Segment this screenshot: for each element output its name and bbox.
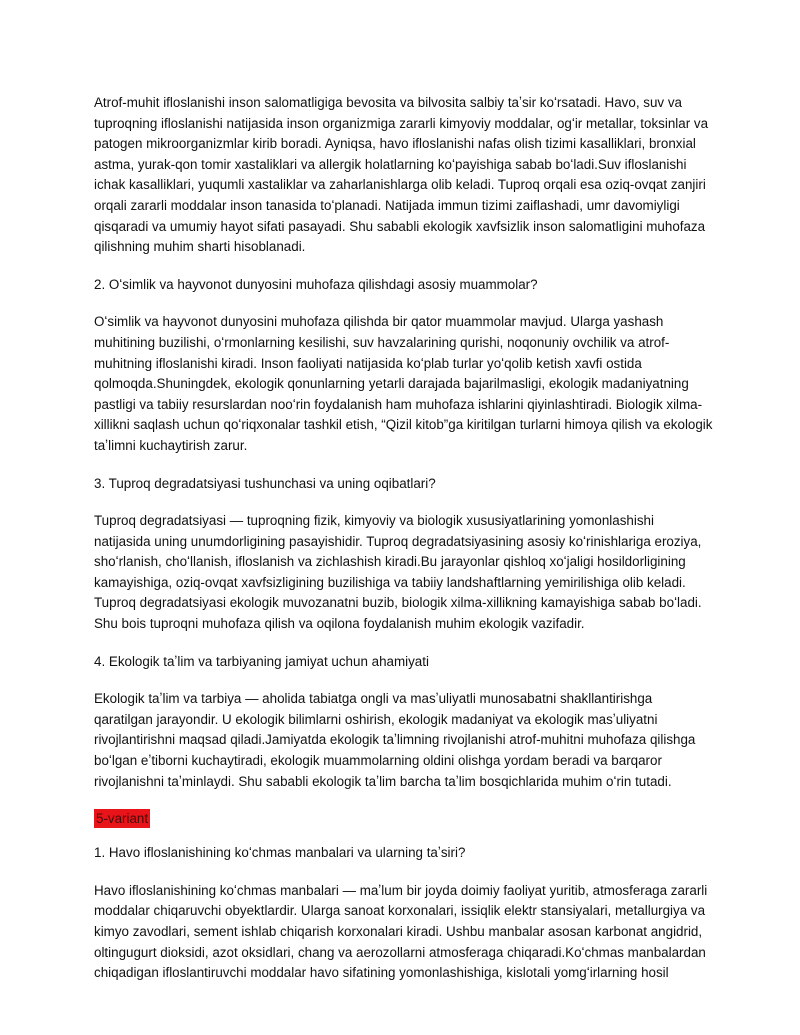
- paragraph-eco-education: Ekologik taʼlim va tarbiya — aholida tabiatga ongli va masʼuliyatli munosabatni shakllantirishga qaratilgan jarayondir. U ekologik bilimlarni oshirish, ekologik madaniyat va ekologik masʼuliyatni rivojlantirishni maqsad qiladi.Jamiyatda ekologik taʼlimning rivojlanishi atrof-muhitni muhofaza qilishga boʻlgan eʼtiborni kuchaytiradi, ekologik muammolarning oldini olishga yordam beradi va barqaror rivojlanishni taʼminlaydi. Shu sababli ekologik taʼlim barcha taʼlim bosqichlarida muhim oʻrin tutadi.: [94, 691, 696, 789]
- question-heading-2: 2. Oʻsimlik va hayvonot dunyosini muhofaza qilishdagi asosiy muammolar?: [94, 276, 538, 292]
- question-heading-3: 3. Tuproq degradatsiyasi tushunchasi va uning oqibatlari?: [94, 475, 436, 491]
- paragraph-soil-degradation: Tuproq degradatsiyasi — tuproqning fizik, kimyoviy va biologik xususiyatlarining yomonlashishi natijasida uning unumdorligining pasayishidir. Tuproq degradatsiyasining asosiy koʻrinishlariga eroziya, shoʻrlanish, choʻllanish, ifloslanish va zichlashish kiradi.Bu jarayonlar qishloq xoʻjaligi hosildorligining kamayishiga, oziq-ovqat xavfsizligining buzilishiga va tabiiy landshaftlarning yemirilishiga olib keladi. Tuproq degradatsiyasi ekologik muvozanatni buzib, biologik xilma-xillikning kamayishiga sabab boʻladi. Shu bois tuproqni muhofaza qilish va oqilona foydalanish muhim ekologik vazifadir.: [94, 513, 702, 632]
- paragraph-stationary-sources: Havo ifloslanishining koʻchmas manbalari — maʼlum bir joyda doimiy faoliyat yuritib, atmosferaga zararli moddalar chiqaruvchi obyektlardir. Ularga sanoat korxonalari, issiqlik elektr stansiyalari, metallurgiya va kimyo zavodlari, sement ishlab chiqarish korxonalari kiradi. Ushbu manbalar asosan karbonat angidrid, oltingugurt dioksidi, azot oksidlari, chang va aerozollarni atmosferaga chiqaradi.Koʻchmas manbalardan chiqadigan ifloslantiruvchi moddalar havo sifatining yomonlashishiga, kislotali yomgʻirlarning hosil: [94, 882, 708, 981]
- document-page: [94, 93, 714, 1001]
- paragraph-health-impact: Atrof-muhit ifloslanishi inson salomatligiga bevosita va bilvosita salbiy taʼsir koʻrsatadi. Havo, suv va tuproqning ifloslanishi natijasida inson organizmiga zararli kimyoviy moddalar, ogʻir metallar, toksinlar va patogen mikroorganizmlar kirib boradi. Ayniqsa, havo ifloslanishi nafas olish tizimi kasalliklari, bronxial astma, yurak-qon tomir xastaliklari va allergik holatlarning koʻpayishiga sabab boʻladi.Suv ifloslanishi ichak kasalliklari, yuqumli xastaliklar va zaharlanishlarga olib keladi. Tuproq orqali esa oziq-ovqat zanjiri orqali zararli moddalar inson tanasida toʻplanadi. Natijada immun tizimi zaiflashadi, umr davomiyligi qisqaradi va umumiy hayot sifati pasayadi. Shu sababli ekologik xavfsizlik inson salomatligini muhofaza qilishning muhim sharti hisoblanadi.: [94, 95, 709, 255]
- paragraph-flora-fauna: Oʻsimlik va hayvonot dunyosini muhofaza qilishda bir qator muammolar mavjud. Ularga yashash muhitining buzilishi, oʻrmonlarning kesilishi, suv havzalarining qurishi, noqonuniy ovchilik va atrof-muhitning ifloslanishi kiradi. Inson faoliyati natijasida koʻplab turlar yoʻqolib ketish xavfi ostida qolmoqda.Shuningdek, ekologik qonunlarning yetarli darajada bajarilmasligi, ekologik madaniyatning pastligi va tabiiy resurslardan nooʻrin foydalanish ham muhofaza ishlarini qiyinlashtiradi. Biologik xilma-xillikni saqlash uchun qoʻriqxonalar tashkil etish, “Qizil kitob”ga kiritilgan turlarni himoya qilish va ekologik taʼlimni kuchaytirish zarur.: [94, 314, 713, 453]
- variant-section-label: 5-variant: [96, 811, 149, 827]
- section-label-row: [94, 809, 714, 829]
- question-heading-5-1: 1. Havo ifloslanishining koʻchmas manbalari va ularning taʼsiri?: [94, 845, 466, 861]
- question-heading-4: 4. Ekologik taʼlim va tarbiyaning jamiyat uchun ahamiyati: [94, 653, 429, 669]
